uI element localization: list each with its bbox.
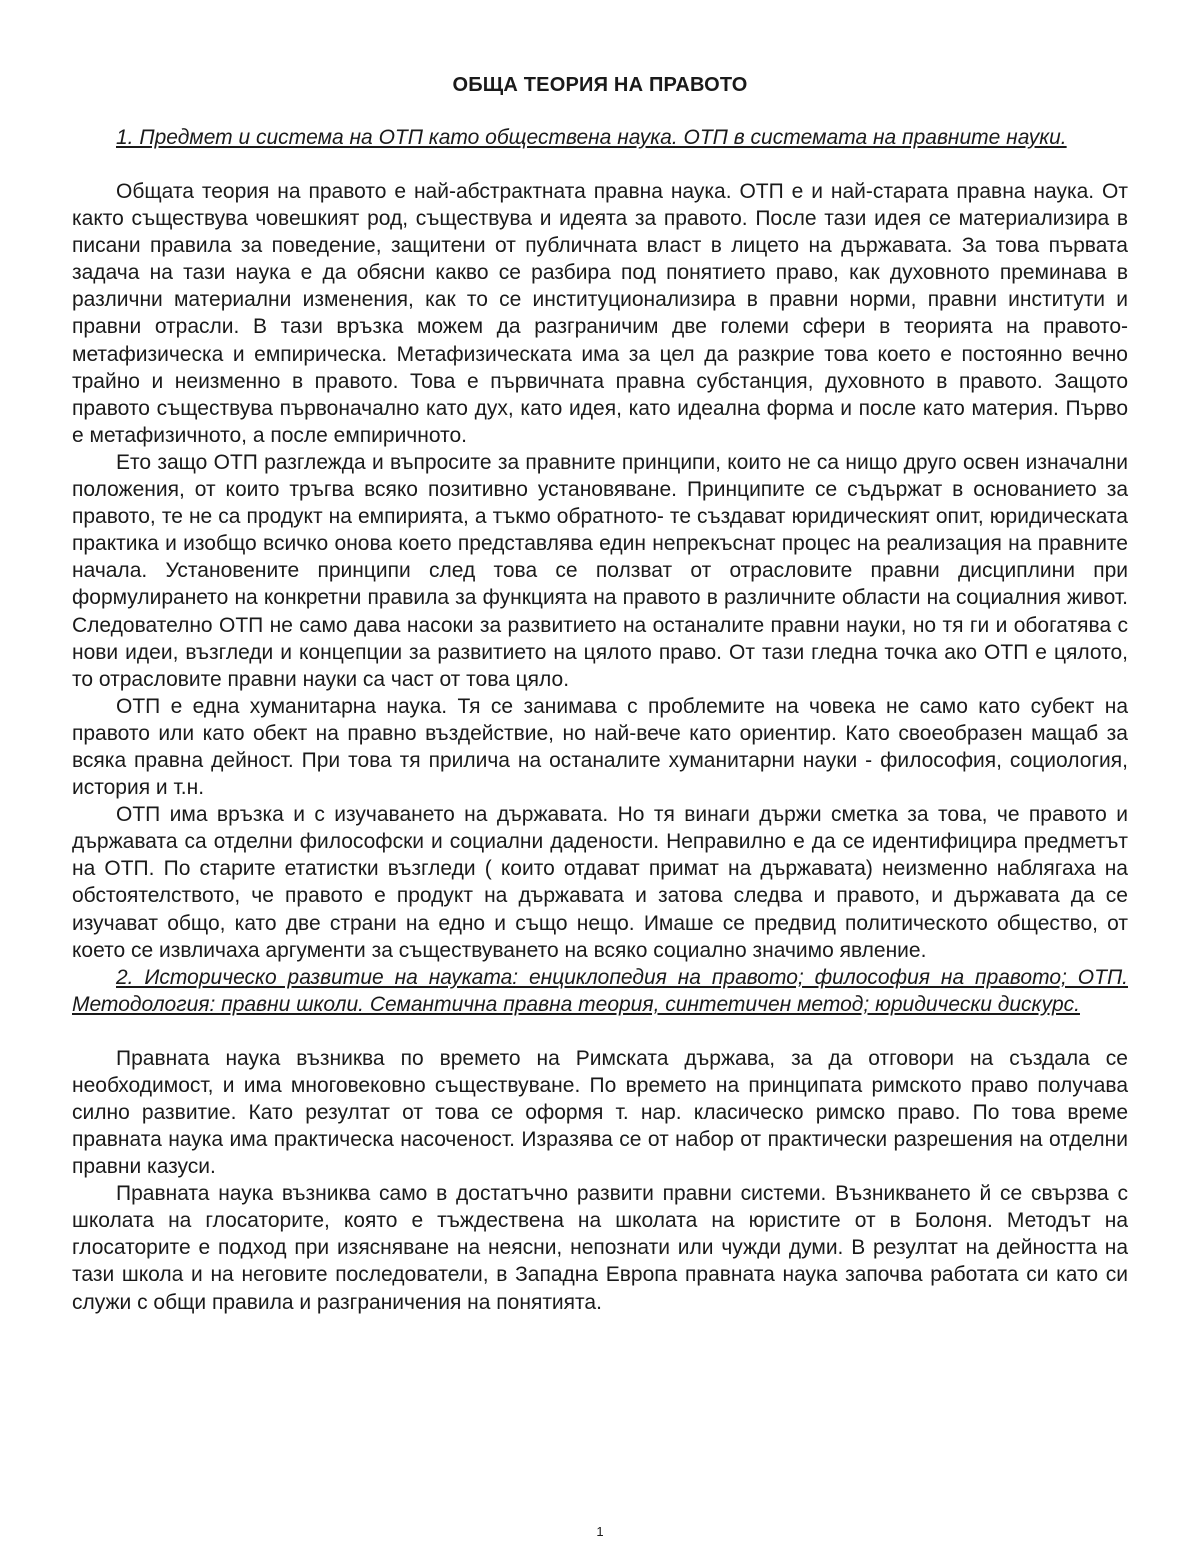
section-heading: 1. Предмет и система на ОТП като обществена наука. ОТП в системата на правните науки.	[116, 126, 1067, 149]
paragraph: ОТП има връзка и с изучаването на държавата. Но тя винаги държи сметка за това, че правото и държавата са отделни философски и социални дадености. Неправилно е да се идентифицира предметът на ОТП. По старите етатистки възгледи ( които отдават примат на държавата) неизменно наблягаха на обстоятелството, че правото е продукт на държавата и затова следва и правото, и държавата да се изучават общо, като две страни на едно и също нещо. Имаше се предвид политическото общество, от което се извличаха аргументи за съществуването на всяко социално значимо явление.	[72, 803, 1128, 962]
paragraph: Правната наука възниква само в достатъчно развити правни системи. Възникването й се свързва с школата на глосаторите, която е тъждествена на школата на юристите от в Болоня. Методът на глосаторите е подход при изясняване на неясни, непознати или чужди думи. В резултат на дейността на тази школа и на неговите последователи, в Западна Европа правната наука започва работата си като си служи с общи правила и разграничения на понятията.	[72, 1182, 1128, 1314]
paragraph: ОТП е една хуманитарна наука. Тя се занимава с проблемите на човека не само като субект на правото или като обект на правно въздействие, но най-вече като ориентир. Като своеобразен мащаб за всяка правна дейност. При това тя прилича на останалите хуманитарни науки - философия, социология, история и т.н.	[72, 694, 1128, 800]
paragraph: Правната наука възниква по времето на Римската държава, за да отговори на създала се необходимост, и има многовековно съществуване. По времето на принципата римското право получава силно развитие. Като резултат от това се оформя т. нар. класическо римско право. По това време правната наука има практическа насоченост. Изразява се от набор от практически разрешения на отделни правни казуси.	[72, 1046, 1128, 1179]
page-number: 1	[596, 1524, 604, 1539]
paragraph: Общата теория на правото е най-абстрактната правна наука. ОТП е и най-старата правна наука. От както съществува човешкият род, съществува и идеята за правото. После тази идея се материализира в писани правила за поведение, защитени от публичната власт в лицето на държавата. За това първата задача на тази наука е да обясни какво се разбира под понятието право, как духовното преминава в различни материални изменения, как то се институционализира в правни норми, правни институти и правни отрасли. В тази връзка можем да разграничим две големи сфери в теорията на правото- метафизическа и емпирическа. Метафизическата има за цел да разкрие това което е постоянно вечно трайно и неизменно в правото. Това е първичната правна субстанция, духовното в правото. Защото правото съществува първоначално като дух, като идея, като идеална форма и после като материя. Първо е метафизичното, а после емпиричното.	[72, 180, 1128, 447]
document-title: ОБЩА ТЕОРИЯ НА ПРАВОТО	[452, 74, 748, 96]
paragraph: Ето защо ОТП разглежда и въпросите за правните принципи, които не са нищо друго освен изначални положения, от които тръгва всяко позитивно установяване. Принципите се съдържат в основанието за правото, те не са продукт на емпирията, а тъкмо обратното- те създават юридическият опит, юридическата практика и изобщо всичко онова което представлява един непрекъснат процес на реализация на правните начала. Установените принципи след това се ползват от отрасловите правни дисциплини при формулирането на конкретни правила за функцията на правото в различните области на социалния живот. Следователно ОТП не само дава насоки за развитието на останалите правни науки, но тя ги и обогатява с нови идеи, възгледи и концепции за развитието на цялото право. От тази гледна точка ако ОТП е цялото, то отрасловите правни науки са част от това цяло.	[72, 450, 1128, 691]
section-heading: 2. Историческо развитие на науката: енциклопедия на правото; философия на правото; ОТП. Методология: правни школи. Семантична правна теория, синтетичен метод; юридически дискурс.	[72, 965, 1128, 1016]
document-page	[72, 72, 1128, 1316]
section-2	[72, 964, 1128, 1316]
section-1	[72, 124, 1128, 964]
